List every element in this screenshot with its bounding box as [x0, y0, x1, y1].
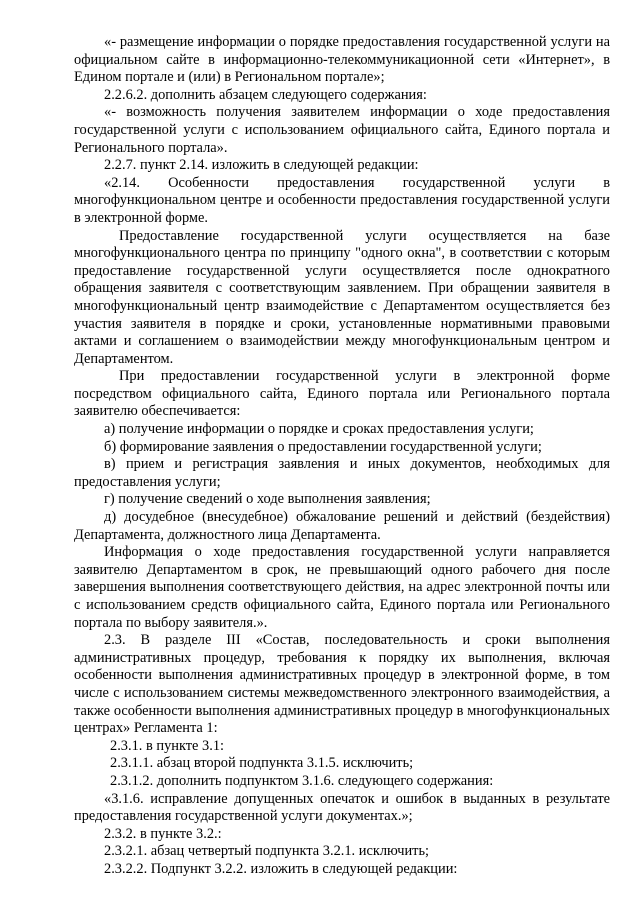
paragraph: «3.1.6. исправление допущенных опечаток и ошибок в выданных в результате предоставления государственной услуги документах.»; — [74, 790, 610, 825]
paragraph: 2.3.2.1. абзац четвертый подпункта 3.2.1. исключить; — [104, 843, 430, 860]
paragraph: «- возможность получения заявителем информации о ходе предоставления государственной услуги с использованием официального сайта, Единого портала и Регионального портала». — [74, 104, 610, 156]
list-item: а) получение информации о порядке и сроках предоставления услуги; — [104, 421, 534, 438]
paragraph: 2.3.2. в пункте 3.2.: — [104, 825, 222, 842]
paragraph: «2.14. Особенности предоставления государственной услуги в многофункциональном центре и особенности предоставления государственной услуги в электронной форме. — [74, 174, 610, 226]
paragraph: «- размещение информации о порядке предоставления государственной услуги на официальном сайте в информационно-телекоммуникационной сети «Интернет», в Едином портале и (или) в Региональном портале»; — [74, 34, 610, 86]
paragraph: 2.3.1.1. абзац второй подпункта 3.1.5. исключить; — [110, 755, 414, 772]
document-page — [74, 34, 610, 879]
paragraph: Информация о ходе предоставления государственной услуги направляется заявителю Департаментом в срок, не превышающий одного рабочего дня после завершения выполнения соответствующего действия, на адрес электронной почты или с использованием средств официального сайта, Единого портала или Регионального портала по выбору заявителя.». — [74, 544, 610, 631]
paragraph: 2.3. В разделе III «Состав, последовательность и сроки выполнения административных процедур, требования к порядку их выполнения, включая особенности выполнения административных процедур в электронной форме, в том числе с использованием системы межведомственного электронного взаимодействия, а также особенности выполнения административных процедур в многофункциональных центрах» Регламента 1: — [74, 632, 610, 737]
paragraph: 2.3.2.2. Подпункт 3.2.2. изложить в следующей редакции: — [104, 860, 458, 877]
paragraph: 2.3.1.2. дополнить подпунктом 3.1.6. следующего содержания: — [110, 772, 494, 789]
paragraph: Предоставление государственной услуги осуществляется на базе многофункционального центра по принципу "одного окна", в соответствии с которым предоставление государственной услуги осуществляется после однократного обращения заявителя с соответствующим заявлением. При обращении заявителя в многофункциональный центр взаимодействие с Департаментом осуществляется без участия заявителя в порядке и сроки, установленные нормативными правовыми актами и соглашением о взаимодействии между многофункциональным центром и Департаментом. — [74, 227, 610, 367]
paragraph: 2.3.1. в пункте 3.1: — [110, 737, 225, 754]
list-item: в) прием и регистрация заявления и иных документов, необходимых для предоставления услуги; — [74, 456, 610, 490]
list-item: д) досудебное (внесудебное) обжалование решений и действий (бездействия) Департамента, должностного лица Департамента. — [74, 509, 610, 543]
paragraph: 2.2.7. пункт 2.14. изложить в следующей редакции: — [104, 157, 419, 174]
list-item: б) формирование заявления о предоставлении государственной услуги; — [104, 438, 542, 455]
paragraph: 2.2.6.2. дополнить абзацем следующего содержания: — [104, 86, 427, 103]
list-item: г) получение сведений о ходе выполнения заявления; — [104, 491, 431, 508]
paragraph: При предоставлении государственной услуги в электронной форме посредством официального сайта, Единого портала или Регионального портала заявителю обеспечивается: — [74, 368, 610, 420]
